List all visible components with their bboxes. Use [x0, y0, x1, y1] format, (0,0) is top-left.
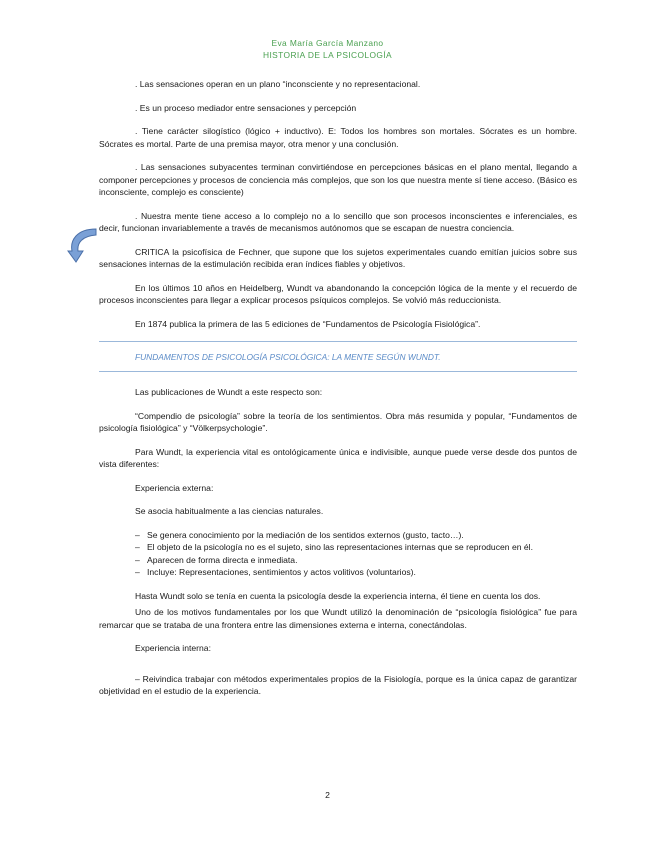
paragraph: Uno de los motivos fundamentales por los que Wundt utilizó la denominación de “psicología fisiológica” fue para remarcar que se trataba de una frontera entre las dimensiones externa e interna, conectándolas.	[99, 607, 577, 630]
paragraph: . Es un proceso mediador entre sensaciones y percepción	[135, 102, 357, 113]
paragraph: “Compendio de psicología” sobre la teoría de los sentimientos. Obra más resumida y popular, “Fundamentos de psicología fisiológica” y “Völkerpsychologie”.	[99, 410, 577, 433]
paragraph: Hasta Wundt solo se tenía en cuenta la psicología desde la experiencia interna, él tiene en cuenta los dos.	[135, 590, 541, 601]
paragraph: . Las sensaciones subyacentes terminan convirtiéndose en percepciones básicas en el plano mental, llegando a componer percepciones y procesos de conciencia más complejos, que son los que nuestra mente sí tiene acceso. (Básico es inconsciente, complejo es consciente)	[99, 162, 577, 197]
list-item-text: Aparecen de forma directa e inmediata.	[147, 554, 298, 565]
critica-paragraph: CRITICA la psicofísica de Fechner, que supone que los sujetos experimentales cuando emitían juicios sobre sus sensaciones internas de la estimulación recibida eran índices fiables y objetivos.	[99, 246, 577, 269]
list-item	[99, 541, 577, 554]
header-subject: HISTORIA DE LA PSICOLOGÍA	[263, 50, 392, 60]
subheading-external-experience: Experiencia externa:	[135, 482, 214, 493]
paragraph: . Tiene carácter silogístico (lógico + inductivo). E: Todos los hombres son mortales. Sócrates es un hombre. Sócrates es mortal. Parte de una premisa mayor, otra menor y una conclusión.	[99, 126, 577, 149]
list-item-text: Se genera conocimiento por la mediación de los sentidos externos (gusto, tacto…).	[147, 529, 464, 540]
section-divider-bottom	[99, 371, 577, 372]
paragraph: . Nuestra mente tiene acceso a lo complejo no a lo sencillo que son procesos inconscientes e inferenciales, es decir, funcionan invariablemente a través de mecanismos autónomos que se escapan de nuestra conciencia.	[99, 210, 577, 233]
list-item	[99, 529, 577, 542]
document-body	[99, 78, 577, 698]
paragraph: En 1874 publica la primera de las 5 ediciones de “Fundamentos de Psicología Fisiológica”.	[135, 318, 481, 329]
curved-arrow-icon	[66, 225, 100, 265]
subheading-internal-experience: Experiencia interna:	[135, 643, 211, 653]
dash-bullet: –	[135, 529, 140, 540]
section-title: FUNDAMENTOS DE PSICOLOGÍA PSICOLÓGICA: LA MENTE SEGÚN WUNDT.	[135, 352, 441, 362]
dash-bullet: –	[135, 567, 140, 577]
paragraph: Se asocia habitualmente a las ciencias naturales.	[135, 506, 324, 516]
list-item	[99, 566, 577, 579]
paragraph: En los últimos 10 años en Heidelberg, Wundt va abandonando la concepción lógica de la mente y el recuerdo de procesos inconscientes para llegar a explicar procesos psíquicos complejos. Se volvió más reduccionista.	[99, 282, 577, 305]
list-item-text: El objeto de la psicología no es el sujeto, sino las representaciones internas que se reproducen en él.	[146, 542, 533, 552]
paragraph: – Reivindica trabajar con métodos experimentales propios de la Fisiología, porque es la única capaz de garantizar objetividad en el estudio de la experiencia.	[99, 673, 577, 696]
paragraph: Las publicaciones de Wundt a este respecto son:	[135, 387, 323, 397]
dash-bullet: –	[135, 542, 140, 552]
page-number: 2	[325, 790, 330, 800]
section-divider-top	[99, 341, 577, 342]
paragraph: . Las sensaciones operan en un plano “inconsciente y no representacional.	[135, 79, 421, 89]
list-item	[99, 554, 577, 567]
dash-bullet: –	[135, 554, 140, 565]
paragraph: Para Wundt, la experiencia vital es ontológicamente única e indivisible, aunque puede verse desde dos puntos de vista diferentes:	[99, 446, 577, 469]
header-author: Eva María García Manzano	[271, 38, 384, 48]
list-item-text: Incluye: Representaciones, sentimientos y actos volitivos (voluntarios).	[147, 567, 416, 577]
